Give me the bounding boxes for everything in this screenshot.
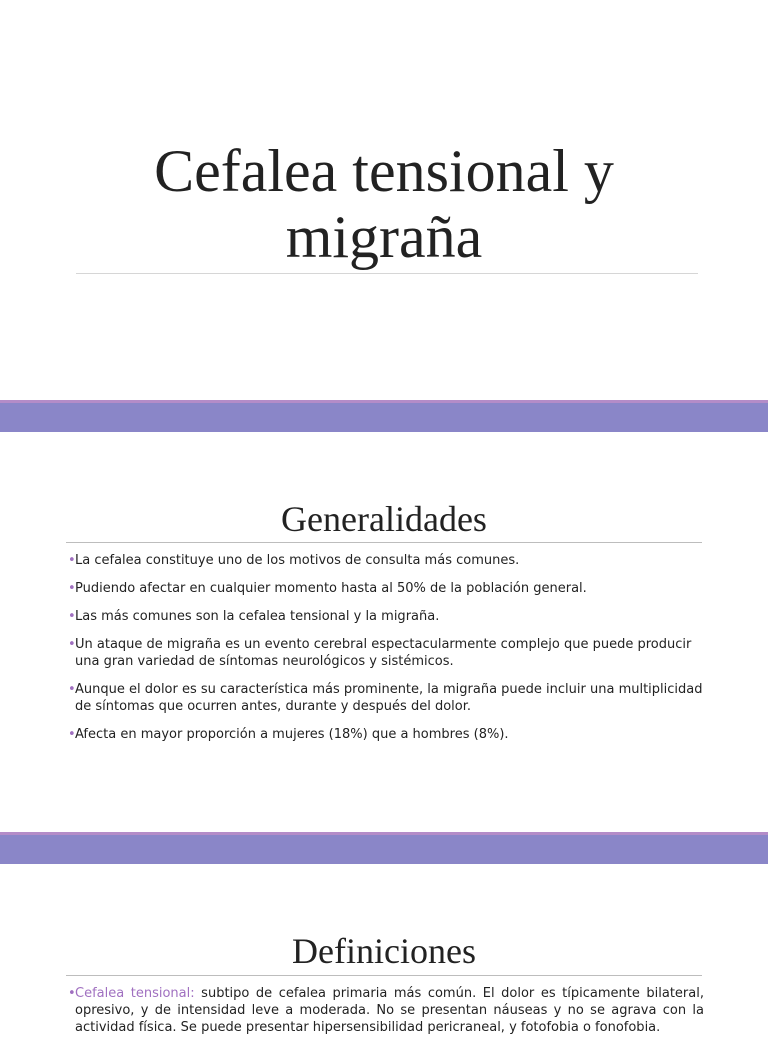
bullet-icon: • — [68, 581, 76, 596]
definition-term: Cefalea tensional: — [75, 986, 195, 1001]
title-line-1: Cefalea tensional y — [154, 138, 614, 204]
list-item — [68, 726, 704, 743]
bullet-text: La cefalea constituye uno de los motivos de consulta más comunes. — [75, 553, 520, 568]
list-item — [68, 681, 704, 715]
slide-heading: Definiciones — [292, 931, 476, 971]
title-line-2: migraña — [285, 204, 483, 270]
bullet-text: Pudiendo afectar en cualquier momento hasta al 50% de la población general. — [75, 581, 587, 596]
generalidades-slide — [0, 432, 768, 832]
definition-text: subtipo de cefalea primaria más común. El dolor es típicamente bilateral, opresivo, y de intensidad leve a moderada. No se presentan náuseas y no se agrava con la actividad física. Se puede presentar hipersensibilidad pericraneal, y fotofobia o fonofobia. — [75, 986, 704, 1035]
list-item — [68, 552, 704, 569]
title-slide — [0, 0, 768, 400]
bullet-icon: • — [68, 727, 76, 742]
definiciones-slide — [0, 864, 768, 1035]
bullet-list — [68, 552, 704, 754]
heading-divider — [66, 542, 702, 543]
separator-accent-line — [0, 832, 768, 835]
slide-separator-2 — [0, 832, 768, 864]
list-item — [68, 985, 704, 1036]
heading-divider — [66, 975, 702, 976]
slide-heading: Generalidades — [281, 499, 487, 539]
bullet-icon: • — [68, 553, 76, 568]
bullet-text: Las más comunes son la cefalea tensional y la migraña. — [75, 609, 440, 624]
bullet-text: Aunque el dolor es su característica más prominente, la migraña puede incluir una multiplicidad de síntomas que ocurren antes, durante y después del dolor. — [75, 682, 703, 714]
bullet-text: Un ataque de migraña es un evento cerebral espectacularmente complejo que puede producir una gran variedad de síntomas neurológicos y sistémicos. — [75, 637, 692, 669]
list-item — [68, 608, 704, 625]
bullet-icon: • — [68, 986, 76, 1001]
separator-accent-line — [0, 400, 768, 403]
bullet-text: Afecta en mayor proporción a mujeres (18%) que a hombres (8%). — [75, 727, 509, 742]
list-item — [68, 636, 704, 670]
bullet-icon: • — [68, 609, 76, 624]
title-divider — [76, 273, 698, 274]
slide-separator-1 — [0, 400, 768, 432]
bullet-icon: • — [68, 637, 76, 652]
list-item — [68, 580, 704, 597]
presentation-title — [60, 138, 708, 270]
bullet-icon: • — [68, 682, 76, 697]
bullet-list — [68, 985, 704, 1047]
